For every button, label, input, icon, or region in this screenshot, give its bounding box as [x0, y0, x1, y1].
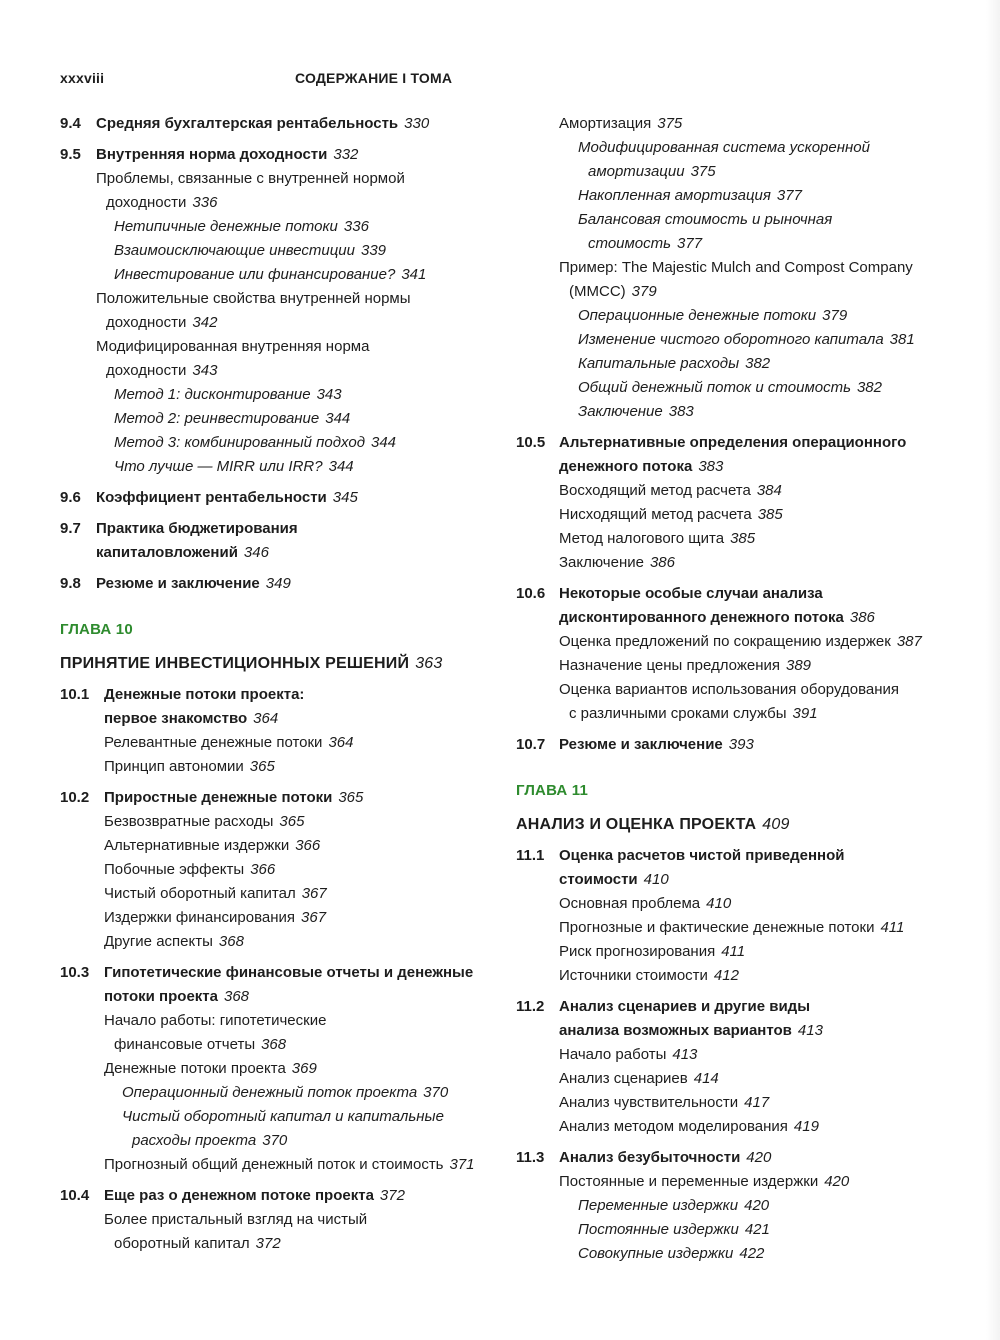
- toc-section-11-3[interactable]: 11.3 Анализ безубыточности 420: [516, 1149, 772, 1166]
- toc-entry-continuation[interactable]: доходности 342: [106, 314, 218, 331]
- toc-entry[interactable]: Анализ сценариев 414: [559, 1070, 719, 1087]
- toc-entry[interactable]: Прогнозный общий денежный поток и стоимость 371: [104, 1156, 475, 1173]
- toc-entry[interactable]: Начало работы 413: [559, 1046, 698, 1063]
- toc-section-9-4[interactable]: 9.4 Средняя бухгалтерская рентабельность 330: [60, 115, 430, 132]
- toc-subentry[interactable]: Изменение чистого оборотного капитала 381: [578, 331, 915, 348]
- toc-section-10-3[interactable]: 10.3 Гипотетические финансовые отчеты и денежные потоки проекта 368: [60, 964, 474, 1005]
- toc-subentry-continuation[interactable]: стоимость 377: [588, 235, 703, 252]
- toc-entry[interactable]: Постоянные и переменные издержки 420: [559, 1173, 850, 1190]
- toc-section-10-2[interactable]: 10.2 Приростные денежные потоки 365: [60, 789, 364, 806]
- toc-subentry[interactable]: Метод 2: реинвестирование 344: [114, 410, 351, 427]
- toc-entry[interactable]: Анализ чувствительности 417: [559, 1094, 770, 1111]
- toc-section-9-5[interactable]: 9.5 Внутренняя норма доходности 332: [60, 146, 359, 163]
- page-number: xxxviii: [60, 70, 105, 86]
- toc-subentry[interactable]: Метод 1: дисконтирование 343: [114, 386, 342, 403]
- toc-subentry[interactable]: Чистый оборотный капитал и капитальные: [122, 1108, 444, 1125]
- running-title: СОДЕРЖАНИЕ I ТОМА: [295, 70, 453, 86]
- toc-subentry[interactable]: Что лучше — MIRR или IRR? 344: [114, 458, 354, 475]
- toc-section-11-2[interactable]: 11.2 Анализ сценариев и другие виды анализа возможных вариантов 413: [516, 998, 823, 1039]
- toc-subentry[interactable]: Балансовая стоимость и рыночная: [578, 211, 833, 228]
- toc-section-9-6[interactable]: 9.6 Коэффициент рентабельности 345: [60, 489, 358, 506]
- toc-entry-continuation[interactable]: (MMCC) 379: [569, 283, 657, 300]
- chapter-11-label[interactable]: ГЛАВА 11: [516, 782, 589, 799]
- chapter-10-label[interactable]: ГЛАВА 10: [60, 621, 133, 638]
- toc-entry-continuation[interactable]: финансовые отчеты 368: [114, 1036, 287, 1053]
- chapter-11-title[interactable]: АНАЛИЗ И ОЦЕНКА ПРОЕКТА 409: [516, 816, 790, 833]
- toc-subentry[interactable]: Нетипичные денежные потоки 336: [114, 218, 369, 235]
- chapter-10-title[interactable]: ПРИНЯТИЕ ИНВЕСТИЦИОННЫХ РЕШЕНИЙ 363: [60, 655, 443, 672]
- toc-entry[interactable]: Положительные свойства внутренней нормы: [96, 290, 411, 307]
- toc-entry[interactable]: Другие аспекты 368: [104, 933, 244, 950]
- toc-entry[interactable]: Издержки финансирования 367: [104, 909, 327, 926]
- toc-entry[interactable]: Начало работы: гипотетические: [104, 1012, 327, 1029]
- toc-entry[interactable]: Назначение цены предложения 389: [559, 657, 812, 674]
- toc-entry[interactable]: Риск прогнозирования 411: [559, 943, 746, 960]
- toc-entry[interactable]: Основная проблема 410: [559, 895, 732, 912]
- toc-entry[interactable]: Безвозвратные расходы 365: [104, 813, 305, 830]
- page-edge-shadow: [986, 0, 1000, 1340]
- toc-subentry[interactable]: Заключение 383: [578, 403, 694, 420]
- chapter-10-entries: [60, 683, 500, 1256]
- toc-subentry-continuation[interactable]: амортизации 375: [588, 163, 716, 180]
- toc-entry-continuation[interactable]: доходности 343: [106, 362, 218, 379]
- toc-subentry[interactable]: Метод 3: комбинированный подход 344: [114, 434, 397, 451]
- toc-entry[interactable]: Принцип автономии 365: [104, 758, 275, 775]
- toc-entry[interactable]: Денежные потоки проекта 369: [104, 1060, 317, 1077]
- toc-section-9-7[interactable]: 9.7 Практика бюджетирования капиталовложений 346: [60, 520, 298, 561]
- toc-section-10-6[interactable]: 10.6 Некоторые особые случаи анализа дисконтированного денежного потока 386: [516, 585, 875, 626]
- toc-entry[interactable]: Заключение 386: [559, 554, 675, 571]
- toc-subentry[interactable]: Переменные издержки 420: [578, 1197, 770, 1214]
- toc-section-10-4[interactable]: 10.4 Еще раз о денежном потоке проекта 372: [60, 1187, 405, 1204]
- toc-right-column: [516, 112, 956, 1266]
- toc-entry[interactable]: Источники стоимости 412: [559, 967, 739, 984]
- toc-entry[interactable]: Альтернативные издержки 366: [104, 837, 321, 854]
- toc-entry-continuation[interactable]: оборотный капитал 372: [114, 1235, 281, 1252]
- toc-subentry[interactable]: Операционные денежные потоки 379: [578, 307, 848, 324]
- toc-entry[interactable]: Оценка вариантов использования оборудования: [559, 681, 899, 698]
- toc-subentry[interactable]: Капитальные расходы 382: [578, 355, 771, 372]
- toc-entry[interactable]: Более пристальный взгляд на чистый: [104, 1211, 368, 1228]
- toc-section-10-1[interactable]: 10.1 Денежные потоки проекта: первое знакомство 364: [60, 686, 305, 727]
- toc-entry[interactable]: Метод налогового щита 385: [559, 530, 756, 547]
- toc-subentry[interactable]: Модифицированная система ускоренной: [578, 139, 870, 156]
- toc-entry[interactable]: Проблемы, связанные с внутренней нормой: [96, 170, 405, 187]
- toc-entry[interactable]: Модифицированная внутренняя норма: [96, 338, 370, 355]
- toc-section-11-1[interactable]: 11.1 Оценка расчетов чистой приведенной стоимости 410: [516, 847, 845, 888]
- toc-section-10-5[interactable]: 10.5 Альтернативные определения операционного денежного потока 383: [516, 434, 907, 475]
- toc-entry[interactable]: Нисходящий метод расчета 385: [559, 506, 783, 523]
- toc-entry-continuation[interactable]: с различными сроками службы 391: [569, 705, 818, 722]
- toc-entry[interactable]: Прогнозные и фактические денежные потоки 411: [559, 919, 905, 936]
- toc-section-9-8[interactable]: 9.8 Резюме и заключение 349: [60, 575, 291, 592]
- toc-entry[interactable]: Восходящий метод расчета 384: [559, 482, 782, 499]
- toc-entry[interactable]: Оценка предложений по сокращению издержек 387: [559, 633, 922, 650]
- toc-subentry[interactable]: Общий денежный поток и стоимость 382: [578, 379, 882, 396]
- toc-entry[interactable]: Побочные эффекты 366: [104, 861, 276, 878]
- toc-entry[interactable]: Чистый оборотный капитал 367: [104, 885, 327, 902]
- toc-subentry[interactable]: Взаимоисключающие инвестиции 339: [114, 242, 387, 259]
- toc-subentry[interactable]: Постоянные издержки 421: [578, 1221, 770, 1238]
- toc-subentry[interactable]: Инвестирование или финансирование? 341: [114, 266, 427, 283]
- toc-subentry[interactable]: Операционный денежный поток проекта 370: [122, 1084, 449, 1101]
- toc-subentry[interactable]: Накопленная амортизация 377: [578, 187, 802, 204]
- toc-entry[interactable]: Амортизация 375: [559, 115, 683, 132]
- toc-entry[interactable]: Пример: The Majestic Mulch and Compost Company: [559, 259, 913, 276]
- toc-entry[interactable]: Релевантные денежные потоки 364: [104, 734, 354, 751]
- toc-subentry[interactable]: Совокупные издержки 422: [578, 1245, 765, 1262]
- toc-entry-continuation[interactable]: доходности 336: [106, 194, 218, 211]
- toc-subentry-continuation[interactable]: расходы проекта 370: [132, 1132, 288, 1149]
- toc-left-column: [60, 112, 500, 1256]
- toc-section-10-7[interactable]: 10.7 Резюме и заключение 393: [516, 736, 754, 753]
- toc-entry[interactable]: Анализ методом моделирования 419: [559, 1118, 819, 1135]
